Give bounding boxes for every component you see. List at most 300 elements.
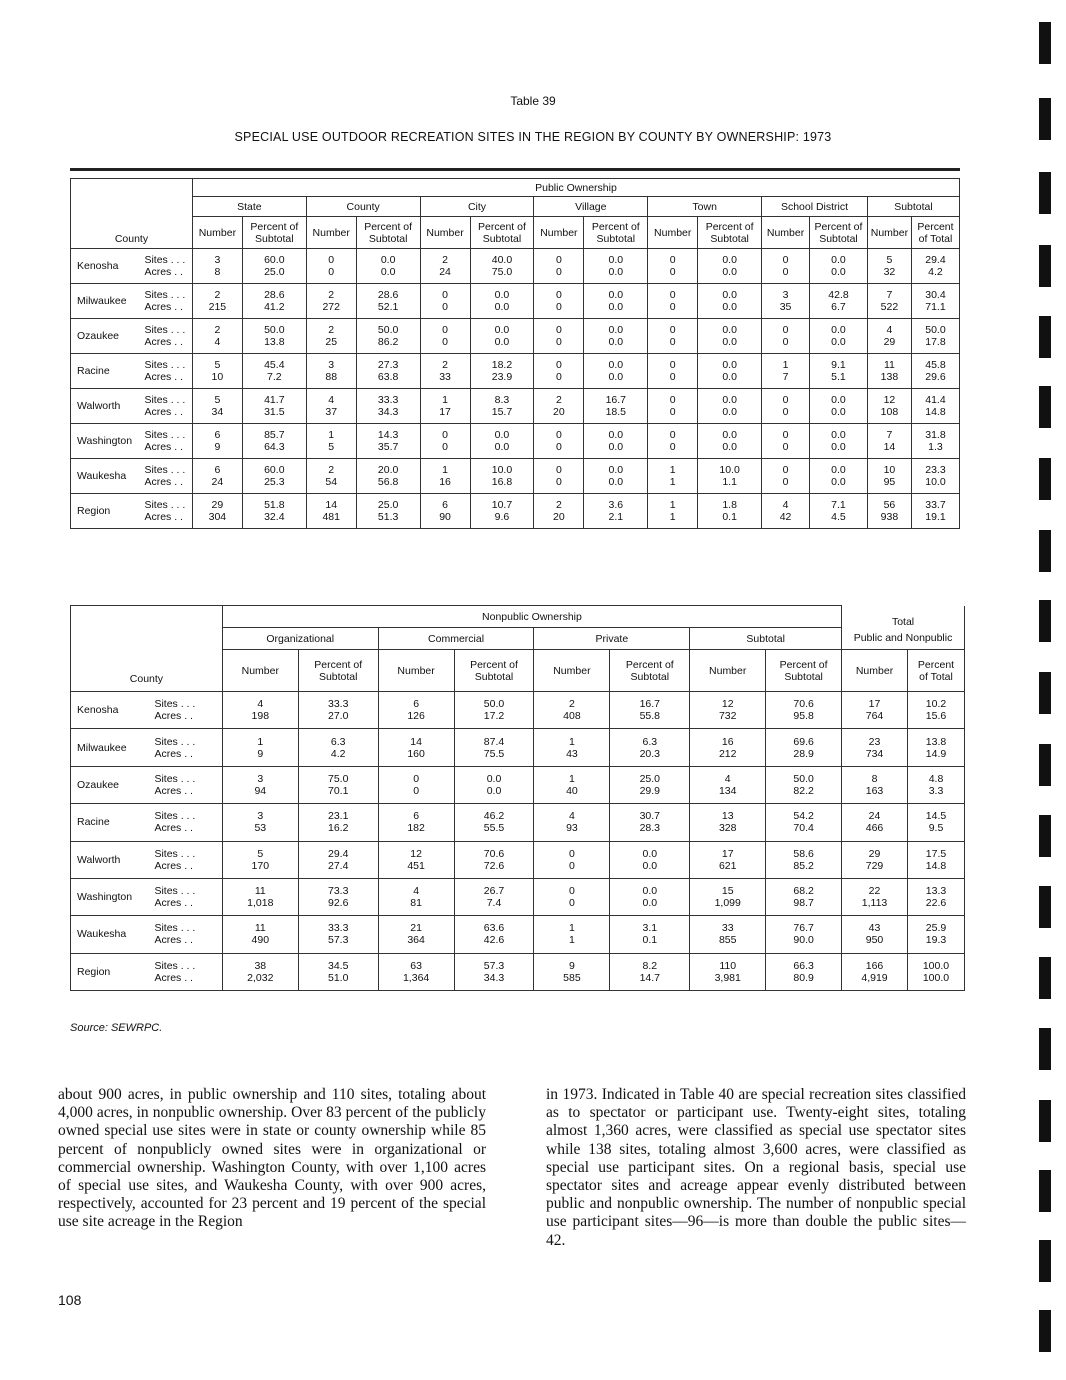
cell-sites: 2 xyxy=(534,389,584,407)
binding-mark xyxy=(1039,172,1051,214)
owner-header-county: County xyxy=(306,197,420,217)
cell-acres: 1 xyxy=(648,476,698,494)
cell-acres: 95 xyxy=(867,476,911,494)
county-name: Walworth xyxy=(71,841,153,878)
cell-acres: 20 xyxy=(534,511,584,529)
table-row-sites xyxy=(71,916,965,935)
cell-sites: 14 xyxy=(378,729,454,748)
table-row-sites xyxy=(71,692,965,711)
cell-sites: 0 xyxy=(378,766,454,785)
binding-mark xyxy=(1039,886,1051,928)
table-row-acres xyxy=(71,511,960,529)
cell-sites: 0 xyxy=(648,249,698,267)
cell-sites: 3 xyxy=(222,804,298,823)
cell-sites: 30.4 xyxy=(911,284,959,302)
cell-sites: 14.5 xyxy=(907,804,964,823)
cell-acres: 24 xyxy=(420,266,470,284)
cell-acres: 621 xyxy=(690,860,766,879)
binding-mark xyxy=(1039,1310,1051,1352)
cell-acres: 0.0 xyxy=(698,406,762,424)
table-row-acres xyxy=(71,860,965,879)
cell-acres: 25 xyxy=(306,336,356,354)
percent-col-header-top: Percent of xyxy=(364,220,413,233)
cell-acres: 98.7 xyxy=(766,897,842,916)
table-row-sites xyxy=(71,354,960,372)
number-col-header: Number xyxy=(762,217,810,249)
cell-sites: 0 xyxy=(534,459,584,477)
cell-acres: 16.8 xyxy=(470,476,534,494)
cell-acres: 0.0 xyxy=(470,336,534,354)
cell-sites: 1.8 xyxy=(698,494,762,512)
cell-sites: 0 xyxy=(534,354,584,372)
cell-acres: 34.3 xyxy=(454,972,534,991)
cell-sites: 0.0 xyxy=(698,354,762,372)
cell-acres: 17.2 xyxy=(454,710,534,729)
cell-sites: 34.5 xyxy=(298,953,378,972)
acres-label: Acres . . xyxy=(152,934,222,953)
cell-acres: 0 xyxy=(534,266,584,284)
cell-sites: 31.8 xyxy=(911,424,959,442)
cell-sites: 23.3 xyxy=(911,459,959,477)
percent-col-header-bottom: Subtotal xyxy=(630,670,670,683)
cell-acres: 1,364 xyxy=(378,972,454,991)
cell-sites: 2 xyxy=(192,284,242,302)
cell-acres: 18.5 xyxy=(584,406,648,424)
cell-acres: 17 xyxy=(420,406,470,424)
cell-sites: 1 xyxy=(648,494,698,512)
cell-sites: 0 xyxy=(762,319,810,337)
cell-sites: 1 xyxy=(534,729,610,748)
cell-acres: 0 xyxy=(534,301,584,319)
county-name: Washington xyxy=(71,878,153,915)
cell-sites: 2 xyxy=(420,354,470,372)
cell-sites: 4 xyxy=(306,389,356,407)
binding-mark xyxy=(1039,316,1051,358)
table-row-sites xyxy=(71,389,960,407)
sites-label: Sites . . . xyxy=(142,319,192,337)
sites-label: Sites . . . xyxy=(142,389,192,407)
cell-sites: 13 xyxy=(690,804,766,823)
total-header-sub: Public and Nonpublic xyxy=(842,628,965,650)
cell-sites: 18.2 xyxy=(470,354,534,372)
sites-label: Sites . . . xyxy=(152,729,222,748)
cell-sites: 2 xyxy=(306,284,356,302)
percent-col-header-bottom: Subtotal xyxy=(784,670,823,683)
sites-label: Sites . . . xyxy=(152,804,222,823)
cell-acres: 0 xyxy=(534,336,584,354)
acres-label: Acres . . xyxy=(142,511,192,529)
cell-acres: 466 xyxy=(842,822,908,841)
cell-sites: 25.0 xyxy=(356,494,420,512)
body-paragraph-right: in 1973. Indicated in Table 40 are special recreation sites classified as to spectator or participant use. Twenty-eight sites, totaling almost 1,360 acres, were classified as special use spectator sites while 138 sites, totaling almost 3,600 acres, were classified as special use participant sites. On a regional basis, special use spectator sites and acreage appear evenly distributed between public and nonpublic ownership. The number of nonpublic special use participant sites—96—is more than double the public sites—42. xyxy=(546,1086,966,1249)
cell-acres: 1 xyxy=(534,934,610,953)
cell-acres: 56.8 xyxy=(356,476,420,494)
subheader-row xyxy=(71,217,960,249)
table-row-sites xyxy=(71,319,960,337)
cell-acres: 55.8 xyxy=(610,710,690,729)
cell-sites: 12 xyxy=(378,841,454,860)
cell-sites: 7 xyxy=(867,424,911,442)
table-row-sites xyxy=(71,249,960,267)
cell-acres: 451 xyxy=(378,860,454,879)
cell-acres: 4.5 xyxy=(810,511,868,529)
cell-acres: 41.2 xyxy=(242,301,306,319)
table-row-sites xyxy=(71,841,965,860)
cell-sites: 3 xyxy=(222,766,298,785)
cell-acres: 3.3 xyxy=(907,785,964,804)
cell-acres: 0 xyxy=(534,371,584,389)
cell-acres: 481 xyxy=(306,511,356,529)
county-name: Walworth xyxy=(71,389,143,424)
table-row-acres xyxy=(71,822,965,841)
cell-sites: 12 xyxy=(690,692,766,711)
cell-acres: 27.4 xyxy=(298,860,378,879)
cell-sites: 13.8 xyxy=(907,729,964,748)
cell-acres: 198 xyxy=(222,710,298,729)
cell-acres: 40 xyxy=(534,785,610,804)
percent-col-header-top: Percent of xyxy=(470,658,518,671)
cell-acres: 54 xyxy=(306,476,356,494)
cell-acres: 7.4 xyxy=(454,897,534,916)
cell-acres: 0.0 xyxy=(356,266,420,284)
cell-sites: 56 xyxy=(867,494,911,512)
cell-sites: 10.7 xyxy=(470,494,534,512)
cell-sites: 50.0 xyxy=(454,692,534,711)
table-row-acres xyxy=(71,441,960,459)
binding-mark xyxy=(1039,672,1051,714)
cell-acres: 14 xyxy=(867,441,911,459)
cell-sites: 29.4 xyxy=(298,841,378,860)
percent-col-header xyxy=(470,217,534,249)
cell-sites: 4 xyxy=(690,766,766,785)
cell-acres: 13.8 xyxy=(242,336,306,354)
cell-acres: 9 xyxy=(192,441,242,459)
cell-sites: 60.0 xyxy=(242,249,306,267)
cell-acres: 1,018 xyxy=(222,897,298,916)
cell-acres: 19.3 xyxy=(907,934,964,953)
cell-sites: 4 xyxy=(222,692,298,711)
sites-label: Sites . . . xyxy=(152,841,222,860)
table-row-sites xyxy=(71,284,960,302)
cell-acres: 0 xyxy=(762,441,810,459)
percent-col-header-top: Percent of xyxy=(779,658,828,671)
county-name: Milwaukee xyxy=(71,284,143,319)
binding-mark xyxy=(1039,386,1051,428)
cell-sites: 0 xyxy=(534,284,584,302)
cell-acres: 328 xyxy=(690,822,766,841)
cell-sites: 20.0 xyxy=(356,459,420,477)
cell-acres: 4.2 xyxy=(298,748,378,767)
cell-sites: 87.4 xyxy=(454,729,534,748)
cell-acres: 0.0 xyxy=(810,406,868,424)
table-row-sites xyxy=(71,953,965,972)
cell-acres: 14.9 xyxy=(907,748,964,767)
percent-col-header-bottom: Subtotal xyxy=(710,232,749,245)
cell-sites: 4 xyxy=(378,878,454,897)
cell-acres: 80.9 xyxy=(766,972,842,991)
cell-acres: 0.0 xyxy=(584,441,648,459)
table-row-sites xyxy=(71,804,965,823)
cell-acres: 15.6 xyxy=(907,710,964,729)
cell-acres: 0.0 xyxy=(610,860,690,879)
cell-sites: 0 xyxy=(648,319,698,337)
cell-acres: 4.2 xyxy=(911,266,959,284)
cell-sites: 5 xyxy=(192,354,242,372)
cell-sites: 10.0 xyxy=(698,459,762,477)
cell-acres: 0 xyxy=(534,476,584,494)
cell-acres: 63.8 xyxy=(356,371,420,389)
percent-col-header-bottom: Subtotal xyxy=(596,232,636,245)
sites-label: Sites . . . xyxy=(152,953,222,972)
number-col-header: Number xyxy=(534,650,610,692)
cell-acres: 29 xyxy=(867,336,911,354)
cell-acres: 19.1 xyxy=(911,511,959,529)
cell-sites: 63 xyxy=(378,953,454,972)
cell-sites: 6.3 xyxy=(610,729,690,748)
binding-mark xyxy=(1039,815,1051,857)
cell-sites: 0.0 xyxy=(698,319,762,337)
cell-acres: 52.1 xyxy=(356,301,420,319)
cell-acres: 108 xyxy=(867,406,911,424)
table-row-acres xyxy=(71,710,965,729)
cell-sites: 110 xyxy=(690,953,766,972)
cell-acres: 81 xyxy=(378,897,454,916)
cell-sites: 33.3 xyxy=(356,389,420,407)
acres-label: Acres . . xyxy=(142,336,192,354)
percent-col-header-top: Percent of xyxy=(478,220,526,233)
cell-sites: 0 xyxy=(762,389,810,407)
cell-sites: 0.0 xyxy=(584,319,648,337)
cell-sites: 2 xyxy=(534,494,584,512)
cell-sites: 29 xyxy=(842,841,908,860)
percent-col-header xyxy=(242,217,306,249)
acres-label: Acres . . xyxy=(142,441,192,459)
cell-sites: 46.2 xyxy=(454,804,534,823)
cell-acres: 28.9 xyxy=(766,748,842,767)
number-col-header: Number xyxy=(420,217,470,249)
binding-mark xyxy=(1039,1170,1051,1212)
cell-sites: 8.2 xyxy=(610,953,690,972)
cell-sites: 0 xyxy=(534,424,584,442)
table-row-acres xyxy=(71,748,965,767)
cell-sites: 0.0 xyxy=(470,319,534,337)
owner-header-private: Private xyxy=(534,628,690,650)
cell-sites: 1 xyxy=(534,916,610,935)
cell-acres: 16 xyxy=(420,476,470,494)
county-name: Region xyxy=(71,494,143,529)
cell-acres: 0 xyxy=(648,441,698,459)
cell-sites: 1 xyxy=(420,459,470,477)
number-col-header: Number xyxy=(192,217,242,249)
cell-sites: 0 xyxy=(534,319,584,337)
cell-sites: 75.0 xyxy=(298,766,378,785)
county-name: Kenosha xyxy=(71,249,143,284)
cell-acres: 29.9 xyxy=(610,785,690,804)
cell-sites: 22 xyxy=(842,878,908,897)
table-row-sites xyxy=(71,878,965,897)
cell-sites: 6 xyxy=(192,459,242,477)
cell-acres: 134 xyxy=(690,785,766,804)
cell-sites: 26.7 xyxy=(454,878,534,897)
table-row-sites xyxy=(71,494,960,512)
table-row-acres xyxy=(71,897,965,916)
cell-sites: 0.0 xyxy=(470,284,534,302)
cell-acres: 93 xyxy=(534,822,610,841)
cell-acres: 950 xyxy=(842,934,908,953)
cell-acres: 0 xyxy=(534,897,610,916)
public-ownership-header: Public Ownership xyxy=(192,179,959,197)
county-name: Racine xyxy=(71,354,143,389)
cell-sites: 7.1 xyxy=(810,494,868,512)
cell-sites: 23.1 xyxy=(298,804,378,823)
owner-header-village: Village xyxy=(534,197,648,217)
table-row-acres xyxy=(71,266,960,284)
cell-sites: 5 xyxy=(867,249,911,267)
cell-acres: 5.1 xyxy=(810,371,868,389)
cell-acres: 1.3 xyxy=(911,441,959,459)
cell-acres: 10.0 xyxy=(911,476,959,494)
sites-label: Sites . . . xyxy=(152,766,222,785)
percent-total-header-bottom: of Total xyxy=(919,670,953,683)
cell-acres: 90 xyxy=(420,511,470,529)
cell-sites: 0 xyxy=(306,249,356,267)
cell-sites: 33.3 xyxy=(298,692,378,711)
cell-acres: 70.4 xyxy=(766,822,842,841)
owner-header-subtotal: Subtotal xyxy=(690,628,842,650)
cell-acres: 42 xyxy=(762,511,810,529)
cell-acres: 0 xyxy=(420,336,470,354)
binding-mark xyxy=(1039,1100,1051,1142)
cell-sites: 14.3 xyxy=(356,424,420,442)
binding-mark xyxy=(1039,530,1051,572)
cell-acres: 95.8 xyxy=(766,710,842,729)
cell-sites: 1 xyxy=(648,459,698,477)
cell-sites: 0.0 xyxy=(810,459,868,477)
percent-col-header-bottom: Subtotal xyxy=(474,670,514,683)
cell-sites: 166 xyxy=(842,953,908,972)
cell-sites: 3 xyxy=(762,284,810,302)
cell-acres: 0.0 xyxy=(584,301,648,319)
cell-acres: 14.8 xyxy=(907,860,964,879)
percent-col-header-bottom: Subtotal xyxy=(368,232,408,245)
percent-col-header-top: Percent of xyxy=(814,220,863,233)
cell-acres: 272 xyxy=(306,301,356,319)
cell-sites: 100.0 xyxy=(907,953,964,972)
number-col-header: Number xyxy=(648,217,698,249)
cell-acres: 7.2 xyxy=(242,371,306,389)
cell-acres: 70.1 xyxy=(298,785,378,804)
cell-acres: 9 xyxy=(222,748,298,767)
cell-acres: 585 xyxy=(534,972,610,991)
cell-sites: 0 xyxy=(534,249,584,267)
table-title: SPECIAL USE OUTDOOR RECREATION SITES IN THE REGION BY COUNTY BY OWNERSHIP: 1973 xyxy=(234,130,832,144)
cell-sites: 28.6 xyxy=(356,284,420,302)
percent-col-header xyxy=(356,217,420,249)
cell-sites: 33.3 xyxy=(298,916,378,935)
cell-acres: 0.1 xyxy=(610,934,690,953)
cell-sites: 0.0 xyxy=(698,389,762,407)
cell-sites: 58.6 xyxy=(766,841,842,860)
percent-col-header-bottom: Subtotal xyxy=(318,670,358,683)
cell-sites: 0 xyxy=(534,878,610,897)
number-col-header: Number xyxy=(867,217,911,249)
cell-acres: 522 xyxy=(867,301,911,319)
cell-acres: 1 xyxy=(648,511,698,529)
cell-acres: 15.7 xyxy=(470,406,534,424)
cell-acres: 163 xyxy=(842,785,908,804)
percent-col-header-top: Percent of xyxy=(705,220,754,233)
cell-acres: 0 xyxy=(648,301,698,319)
total-header: Total xyxy=(842,606,965,628)
cell-sites: 0.0 xyxy=(470,424,534,442)
cell-sites: 0 xyxy=(534,841,610,860)
cell-sites: 0.0 xyxy=(810,319,868,337)
cell-sites: 2 xyxy=(534,692,610,711)
cell-sites: 1 xyxy=(306,424,356,442)
cell-acres: 0 xyxy=(648,336,698,354)
cell-acres: 0 xyxy=(762,266,810,284)
cell-acres: 0.0 xyxy=(810,476,868,494)
cell-acres: 92.6 xyxy=(298,897,378,916)
cell-sites: 5 xyxy=(192,389,242,407)
acres-label: Acres . . xyxy=(142,266,192,284)
sites-label: Sites . . . xyxy=(142,494,192,512)
table-row-acres xyxy=(71,476,960,494)
sites-label: Sites . . . xyxy=(142,354,192,372)
cell-sites: 63.6 xyxy=(454,916,534,935)
cell-sites: 2 xyxy=(306,319,356,337)
cell-acres: 88 xyxy=(306,371,356,389)
cell-sites: 73.3 xyxy=(298,878,378,897)
cell-acres: 23.9 xyxy=(470,371,534,389)
cell-sites: 25.9 xyxy=(907,916,964,935)
cell-acres: 938 xyxy=(867,511,911,529)
cell-acres: 734 xyxy=(842,748,908,767)
title-rule xyxy=(70,168,960,171)
percent-col-header-top: Percent of xyxy=(314,658,363,671)
cell-acres: 71.1 xyxy=(911,301,959,319)
cell-sites: 33 xyxy=(690,916,766,935)
nonpublic-ownership-table xyxy=(70,605,965,991)
county-name: Waukesha xyxy=(71,459,143,494)
cell-sites: 10.0 xyxy=(470,459,534,477)
cell-acres: 0 xyxy=(648,371,698,389)
cell-acres: 160 xyxy=(378,748,454,767)
cell-sites: 0 xyxy=(762,459,810,477)
cell-acres: 43 xyxy=(534,748,610,767)
cell-sites: 2 xyxy=(306,459,356,477)
sites-label: Sites . . . xyxy=(142,459,192,477)
cell-sites: 41.7 xyxy=(242,389,306,407)
cell-sites: 41.4 xyxy=(911,389,959,407)
binding-mark xyxy=(1039,1240,1051,1282)
cell-acres: 212 xyxy=(690,748,766,767)
cell-sites: 30.7 xyxy=(610,804,690,823)
cell-acres: 4 xyxy=(192,336,242,354)
cell-sites: 0.0 xyxy=(610,841,690,860)
cell-acres: 2.1 xyxy=(584,511,648,529)
cell-acres: 182 xyxy=(378,822,454,841)
acres-label: Acres . . xyxy=(152,860,222,879)
owner-header-city: City xyxy=(420,197,534,217)
cell-sites: 17.5 xyxy=(907,841,964,860)
cell-sites: 45.8 xyxy=(911,354,959,372)
cell-acres: 6.7 xyxy=(810,301,868,319)
cell-sites: 17 xyxy=(842,692,908,711)
cell-acres: 14.7 xyxy=(610,972,690,991)
cell-acres: 16.2 xyxy=(298,822,378,841)
county-header: County xyxy=(71,606,223,692)
